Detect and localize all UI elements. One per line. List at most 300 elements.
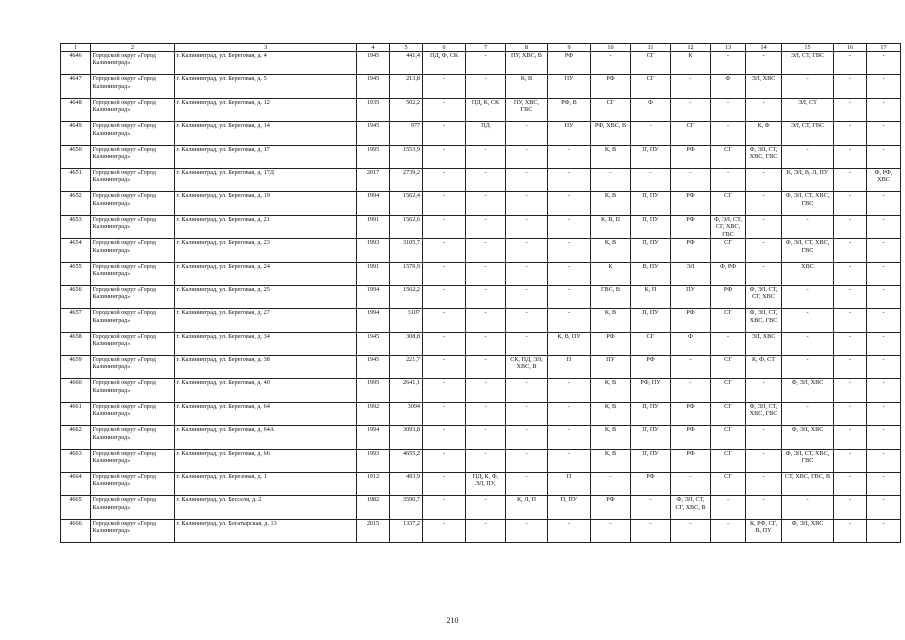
table-cell: г. Калининград, ул. Бесселя, д. 2 — [175, 496, 357, 519]
table-cell: г. Калининград, ул. Береговая, д. 66 — [175, 449, 357, 472]
column-header: 9 — [548, 44, 591, 52]
table-cell: К — [671, 52, 711, 75]
column-header: 7 — [466, 44, 506, 52]
table-cell: г. Калининград, ул. Береговая, д. 21 — [175, 215, 357, 238]
table-cell: - — [834, 168, 867, 191]
table-cell: Городской округ «Город Калининград» — [91, 285, 175, 308]
table-cell: П, ПУ — [631, 402, 671, 425]
table-cell: - — [867, 426, 901, 449]
table-cell: - — [671, 356, 711, 379]
table-cell: СГ — [711, 379, 746, 402]
table-cell: ЭЛ, СТ, ГВС — [782, 122, 834, 145]
table-row — [61, 402, 901, 425]
table-cell: 1553,9 — [390, 145, 423, 168]
column-header: 10 — [591, 44, 631, 52]
table-cell: 221,7 — [390, 356, 423, 379]
table-cell: - — [631, 519, 671, 542]
table-cell: Городской округ «Город Калининград» — [91, 145, 175, 168]
table-cell: 1995 — [357, 145, 390, 168]
table-cell: - — [423, 332, 466, 355]
table-cell: - — [746, 262, 782, 285]
table-cell: - — [782, 332, 834, 355]
table-cell: - — [466, 262, 506, 285]
table-cell: Ф, ЭЛ, СТ, ХВС, ГВС — [782, 192, 834, 215]
table-cell: г. Калининград, ул. Береговая, д. 25 — [175, 285, 357, 308]
table-cell: - — [834, 496, 867, 519]
table-cell: 1993 — [357, 239, 390, 262]
table-cell: г. Калининград, ул. Береговая, д. 5 — [175, 75, 357, 98]
table-body — [61, 52, 901, 543]
table-cell: 1994 — [357, 426, 390, 449]
table-cell: 3105,7 — [390, 239, 423, 262]
column-number-header-row — [61, 44, 901, 52]
table-cell: ГВС, В — [591, 285, 631, 308]
table-cell: 1945 — [357, 122, 390, 145]
table-cell: Ф — [671, 332, 711, 355]
table-cell: - — [867, 449, 901, 472]
table-cell: г. Калининград, ул. Береговая, д. 19 — [175, 192, 357, 215]
table-cell: 1579,9 — [390, 262, 423, 285]
table-cell: г. Калининград, ул. Береговая, д. 34 — [175, 332, 357, 355]
table-cell: - — [867, 122, 901, 145]
table-cell: - — [423, 426, 466, 449]
table-row — [61, 332, 901, 355]
table-cell: - — [867, 496, 901, 519]
table-cell: 4648 — [61, 98, 91, 121]
table-cell: - — [834, 52, 867, 75]
table-cell: - — [746, 215, 782, 238]
table-cell: 4659 — [61, 356, 91, 379]
table-cell: К, В — [591, 239, 631, 262]
table-cell: - — [423, 192, 466, 215]
column-header: 8 — [506, 44, 548, 52]
table-cell: ПУ — [591, 356, 631, 379]
table-cell: - — [548, 145, 591, 168]
table-cell: г. Калининград, ул. Береговая, д. 40 — [175, 379, 357, 402]
table-cell: Городской округ «Город Калининград» — [91, 379, 175, 402]
table-cell: - — [466, 426, 506, 449]
table-cell: - — [834, 215, 867, 238]
table-row — [61, 309, 901, 332]
table-cell: - — [782, 75, 834, 98]
table-cell: - — [834, 285, 867, 308]
table-cell: г. Калининград, ул. Береговая, д. 14 — [175, 122, 357, 145]
table-cell: - — [671, 168, 711, 191]
column-header: 1 — [61, 44, 91, 52]
table-cell: Городской округ «Город Калининград» — [91, 98, 175, 121]
table-cell: 4663 — [61, 449, 91, 472]
table-cell: - — [867, 75, 901, 98]
table-cell: - — [591, 473, 631, 496]
table-cell: - — [466, 168, 506, 191]
table-cell: - — [423, 215, 466, 238]
table-cell: - — [867, 332, 901, 355]
table-cell: - — [466, 52, 506, 75]
table-cell: Городской округ «Город Калининград» — [91, 309, 175, 332]
table-cell: 3093,8 — [390, 426, 423, 449]
column-header: 12 — [671, 44, 711, 52]
table-cell: Ф, РФ, ХВС — [867, 168, 901, 191]
table-cell: П — [548, 473, 591, 496]
table-cell: 1945 — [357, 356, 390, 379]
table-cell: - — [834, 473, 867, 496]
column-header: 2 — [91, 44, 175, 52]
table-cell: 1993 — [357, 449, 390, 472]
table-cell: - — [548, 239, 591, 262]
table-cell: К, В — [591, 449, 631, 472]
table-cell: - — [548, 309, 591, 332]
table-cell: К, В, П — [591, 215, 631, 238]
table-cell: г. Калининград, ул. Березовая, д. 1 — [175, 473, 357, 496]
table-cell: - — [423, 145, 466, 168]
table-cell: П — [548, 356, 591, 379]
table-cell: 1992 — [357, 402, 390, 425]
table-cell: РФ — [591, 496, 631, 519]
table-cell: - — [867, 519, 901, 542]
table-cell: - — [506, 122, 548, 145]
table-cell: - — [591, 168, 631, 191]
table-cell: 1945 — [357, 75, 390, 98]
table-cell: ПУ — [548, 122, 591, 145]
table-cell: - — [782, 285, 834, 308]
table-cell: - — [782, 309, 834, 332]
table-cell: Городской округ «Город Калининград» — [91, 215, 175, 238]
table-cell: - — [711, 168, 746, 191]
table-cell: - — [548, 379, 591, 402]
table-cell: К, В — [591, 379, 631, 402]
table-cell: СГ — [711, 402, 746, 425]
column-header: 15 — [782, 44, 834, 52]
table-cell: - — [423, 122, 466, 145]
table-cell: РФ — [711, 285, 746, 308]
table-cell: ЭЛ, ХВС — [746, 332, 782, 355]
table-cell: - — [834, 379, 867, 402]
table-cell: Ф, ЭЛ, ХВС — [782, 379, 834, 402]
table-cell: - — [867, 285, 901, 308]
table-cell: Городской округ «Город Калининград» — [91, 75, 175, 98]
column-header: 17 — [867, 44, 901, 52]
table-cell: - — [506, 519, 548, 542]
table-cell: СГ — [631, 332, 671, 355]
table-cell: - — [746, 168, 782, 191]
table-cell: - — [423, 519, 466, 542]
table-cell: - — [506, 215, 548, 238]
table-cell: 4657 — [61, 309, 91, 332]
column-header: 16 — [834, 44, 867, 52]
table-cell: - — [834, 145, 867, 168]
table-cell: - — [506, 402, 548, 425]
table-cell: Ф — [711, 75, 746, 98]
table-cell: К — [591, 262, 631, 285]
table-row — [61, 192, 901, 215]
table-cell: - — [423, 496, 466, 519]
table-cell: - — [506, 262, 548, 285]
table-cell: РФ, ХВС, В — [591, 122, 631, 145]
table-cell: - — [423, 473, 466, 496]
table-cell: Ф, РФ — [711, 262, 746, 285]
table-cell: РФ, В — [548, 98, 591, 121]
register-table — [60, 43, 901, 543]
table-cell: - — [591, 519, 631, 542]
table-cell: 308,8 — [390, 332, 423, 355]
table-cell: - — [867, 239, 901, 262]
table-cell: - — [834, 309, 867, 332]
table-cell: СГ — [631, 75, 671, 98]
table-cell: ПУ, ХВС, ГВС — [506, 98, 548, 121]
table-cell: - — [746, 52, 782, 75]
table-row — [61, 379, 901, 402]
table-cell: ЭЛ, СТ — [782, 98, 834, 121]
table-row — [61, 239, 901, 262]
table-cell: - — [671, 473, 711, 496]
table-cell: - — [782, 402, 834, 425]
table-cell: К, ЭЛ, В, Л, ПУ — [782, 168, 834, 191]
table-cell: П, ПУ — [631, 145, 671, 168]
table-cell: СГ — [711, 426, 746, 449]
table-cell: г. Калининград, ул. Береговая, д. 64А — [175, 426, 357, 449]
table-cell: - — [867, 262, 901, 285]
table-cell: 4654 — [61, 239, 91, 262]
table-cell: СГ — [711, 449, 746, 472]
table-cell: К, Л, П — [506, 496, 548, 519]
table-row — [61, 215, 901, 238]
table-cell: ХВС — [782, 262, 834, 285]
table-cell: П, ПУ — [631, 426, 671, 449]
table-cell: ПД, Ф, СК — [423, 52, 466, 75]
table-row — [61, 426, 901, 449]
table-cell: Ф, ЭЛ, СТ, ХВС, ГВС — [746, 309, 782, 332]
table-cell: 1562,2 — [390, 285, 423, 308]
table-cell: г. Калининград, ул. Береговая, д. 24 — [175, 262, 357, 285]
table-cell: К, Ф — [746, 122, 782, 145]
column-header: 11 — [631, 44, 671, 52]
table-cell: - — [671, 75, 711, 98]
table-cell: П, ПУ — [631, 449, 671, 472]
table-cell: - — [423, 75, 466, 98]
table-cell: - — [506, 449, 548, 472]
table-cell: К, В — [506, 75, 548, 98]
table-cell: - — [834, 75, 867, 98]
table-cell: Ф, ЭЛ, СТ, ХВС, ГВС — [746, 402, 782, 425]
table-cell: РФ, ПУ — [631, 379, 671, 402]
column-header: 3 — [175, 44, 357, 52]
table-cell: 1337,2 — [390, 519, 423, 542]
table-cell: 1945 — [357, 52, 390, 75]
table-cell: РФ — [671, 192, 711, 215]
table-cell: - — [466, 145, 506, 168]
table-cell: - — [834, 122, 867, 145]
table-cell: П, ПУ — [631, 309, 671, 332]
table-cell: РФ — [671, 309, 711, 332]
table-cell: 493,9 — [390, 473, 423, 496]
table-cell: - — [834, 519, 867, 542]
table-cell: - — [466, 379, 506, 402]
column-header: 13 — [711, 44, 746, 52]
table-cell: 4665 — [61, 496, 91, 519]
table-cell: - — [834, 426, 867, 449]
table-cell: - — [782, 496, 834, 519]
table-cell: 4661 — [61, 402, 91, 425]
table-cell: РФ — [671, 215, 711, 238]
table-cell: 4655 — [61, 262, 91, 285]
table-cell: - — [834, 449, 867, 472]
table-cell: г. Калининград, ул. Береговая, д. 64 — [175, 402, 357, 425]
table-cell: - — [746, 379, 782, 402]
table-cell: СГ — [711, 239, 746, 262]
table-cell: - — [466, 402, 506, 425]
table-cell: 1994 — [357, 309, 390, 332]
table-cell: 4649 — [61, 122, 91, 145]
table-cell: г. Калининград, ул. Береговая, д. 23 — [175, 239, 357, 262]
table-cell: - — [466, 449, 506, 472]
table-cell: - — [423, 239, 466, 262]
table-cell: - — [671, 519, 711, 542]
table-cell: - — [746, 449, 782, 472]
table-cell: Городской округ «Город Калининград» — [91, 426, 175, 449]
table-cell: Городской округ «Город Калининград» — [91, 473, 175, 496]
table-cell: РФ — [671, 426, 711, 449]
table-cell: - — [711, 52, 746, 75]
table-cell: 2739,2 — [390, 168, 423, 191]
table-cell: - — [671, 379, 711, 402]
table-cell: СГ — [711, 309, 746, 332]
table-cell: - — [548, 402, 591, 425]
column-header: 6 — [423, 44, 466, 52]
table-cell: СК, ПД, ЭЛ, ХВС, В — [506, 356, 548, 379]
table-cell: РФ — [631, 473, 671, 496]
table-cell: - — [506, 192, 548, 215]
table-cell: 1991 — [357, 215, 390, 238]
table-cell: Ф, ЭЛ, СТ, ХВС, ГВС — [782, 239, 834, 262]
table-row — [61, 519, 901, 542]
table-cell: - — [466, 192, 506, 215]
table-cell: - — [867, 402, 901, 425]
table-cell: П, ПУ — [631, 239, 671, 262]
table-cell: П, ПУ — [631, 192, 671, 215]
table-cell: - — [782, 215, 834, 238]
table-row — [61, 262, 901, 285]
table-row — [61, 145, 901, 168]
table-cell: СГ — [631, 52, 671, 75]
table-cell: г. Калининград, ул. Береговая, д. 17 — [175, 145, 357, 168]
table-cell: - — [746, 239, 782, 262]
table-cell: - — [423, 98, 466, 121]
table-cell: - — [867, 215, 901, 238]
table-cell: - — [834, 332, 867, 355]
table-cell: - — [782, 145, 834, 168]
table-cell: СГ — [591, 98, 631, 121]
table-cell: 4647 — [61, 75, 91, 98]
table-cell: СГ — [711, 356, 746, 379]
table-cell: ЭЛ — [671, 262, 711, 285]
table-cell: - — [466, 215, 506, 238]
table-cell: 1945 — [357, 332, 390, 355]
table-cell: 1994 — [357, 285, 390, 308]
table-cell: ЭЛ, ХВС — [746, 75, 782, 98]
table-cell: РФ — [671, 449, 711, 472]
table-cell: - — [506, 239, 548, 262]
table-cell: К, РФ, СГ, В, ПУ — [746, 519, 782, 542]
table-cell: - — [834, 98, 867, 121]
table-cell: 1912 — [357, 473, 390, 496]
table-cell: г. Калининград, ул. Богатырская, д. 13 — [175, 519, 357, 542]
table-cell: - — [746, 473, 782, 496]
table-cell: 4660 — [61, 379, 91, 402]
table-row — [61, 285, 901, 308]
table-cell: - — [746, 496, 782, 519]
table-cell: - — [466, 75, 506, 98]
table-cell: - — [834, 402, 867, 425]
table-cell: 977 — [390, 122, 423, 145]
table-cell: ПУ — [548, 75, 591, 98]
table-cell: г. Калининград, ул. Береговая, д. 38 — [175, 356, 357, 379]
table-cell: ПД — [466, 122, 506, 145]
table-cell: - — [506, 145, 548, 168]
table-cell: - — [711, 496, 746, 519]
table-cell: 1994 — [357, 192, 390, 215]
table-cell: - — [423, 449, 466, 472]
table-cell: 4664 — [61, 473, 91, 496]
table-cell: 4666 — [61, 519, 91, 542]
table-cell: г. Калининград, ул. Береговая, д. 27 — [175, 309, 357, 332]
table-cell: - — [423, 168, 466, 191]
table-cell: 3590,7 — [390, 496, 423, 519]
table-cell: - — [466, 356, 506, 379]
table-cell: - — [867, 192, 901, 215]
table-cell: - — [548, 215, 591, 238]
table-cell: Ф, ЭЛ, ХВС — [782, 426, 834, 449]
column-header: 14 — [746, 44, 782, 52]
table-cell: 4653 — [61, 215, 91, 238]
table-cell: СГ — [711, 473, 746, 496]
table-cell: - — [548, 519, 591, 542]
table-cell: РФ — [671, 145, 711, 168]
table-cell: - — [591, 52, 631, 75]
table-cell: РФ — [631, 356, 671, 379]
table-cell: - — [548, 262, 591, 285]
table-cell: 4646 — [61, 52, 91, 75]
table-cell: - — [867, 473, 901, 496]
table-cell: 1991 — [357, 262, 390, 285]
table-cell: К, В — [591, 426, 631, 449]
table-cell: - — [834, 239, 867, 262]
table-row — [61, 449, 901, 472]
table-cell: Городской округ «Город Калининград» — [91, 122, 175, 145]
table-cell: 4662 — [61, 426, 91, 449]
table-cell: - — [423, 356, 466, 379]
table-cell: РФ — [671, 402, 711, 425]
table-cell: 3094 — [390, 402, 423, 425]
table-cell: Городской округ «Город Калининград» — [91, 239, 175, 262]
table-cell: - — [867, 145, 901, 168]
table-cell: Городской округ «Город Калининград» — [91, 262, 175, 285]
table-cell: 213,8 — [390, 75, 423, 98]
page-number: 210 — [446, 616, 459, 625]
table-cell: СГ — [711, 145, 746, 168]
table-cell: К, Ф, СТ — [746, 356, 782, 379]
table-cell: - — [466, 285, 506, 308]
table-cell: 2015 — [357, 519, 390, 542]
table-cell: - — [867, 309, 901, 332]
table-row — [61, 75, 901, 98]
table-cell: - — [423, 262, 466, 285]
table-cell: К, В — [591, 145, 631, 168]
table-cell: - — [506, 332, 548, 355]
table-cell: - — [631, 122, 671, 145]
table-cell: Ф, ЭЛ, ХВС — [782, 519, 834, 542]
table-row — [61, 496, 901, 519]
table-cell: - — [548, 168, 591, 191]
